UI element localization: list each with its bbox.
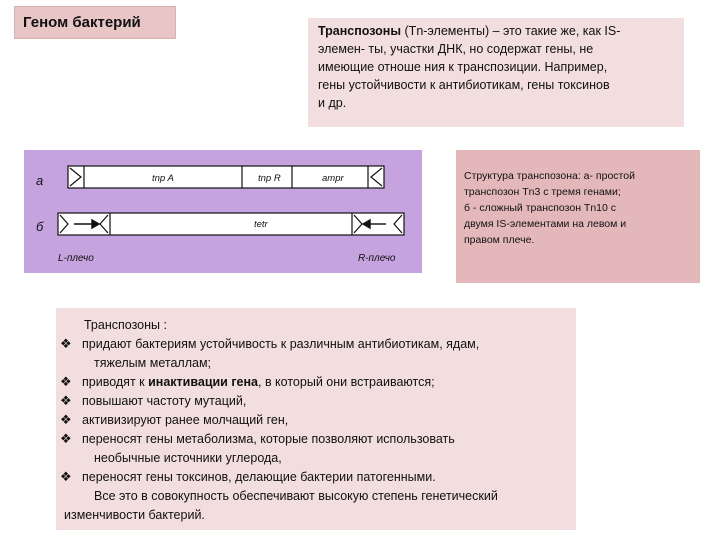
- property-5-line-2: необычные источники углерода,: [94, 451, 282, 465]
- definition-line-3: имеющие отноше ния к транспозиции. Например,: [318, 60, 608, 74]
- structure-line-3: б - сложный транспозон Tn10 с: [464, 202, 617, 214]
- row-a-label: а: [36, 173, 44, 188]
- bullet-icon: ❖: [60, 469, 72, 484]
- property-2-pre: приводят к: [82, 375, 149, 389]
- definition-line-5: и др.: [318, 96, 347, 110]
- properties-box: [56, 308, 576, 530]
- property-2-bold: инактивации гена: [148, 375, 258, 389]
- bullet-icon: ❖: [60, 336, 72, 351]
- properties-heading: Транспозоны :: [84, 318, 167, 332]
- bullet-icon: ❖: [60, 412, 72, 427]
- definition-text-1: (Tn-элементы) – это такие же, как IS-: [401, 24, 621, 38]
- definition-line-2: элемен- ты, участки ДНК, но содержат гены, не: [318, 42, 594, 56]
- gene-tet-label: tetr: [254, 219, 268, 230]
- property-2: [82, 373, 435, 392]
- property-3: повышают частоту мутаций,: [82, 394, 247, 408]
- left-arm-label: L-плечо: [58, 253, 94, 264]
- summary-line-1: Все это в совокупность обеспечивают высокую степень генетический: [94, 489, 498, 503]
- row-b-label: б: [36, 219, 44, 234]
- transposon-figure: [24, 150, 422, 273]
- summary-line-2: изменчивости бактерий.: [64, 508, 205, 522]
- definition-line-4: гены устойчивости к антибиотикам, гены токсинов: [318, 78, 610, 92]
- bullet-icon: ❖: [60, 431, 72, 446]
- property-4: активизируют ранее молчащий ген,: [82, 413, 289, 427]
- transposon-diagram: [24, 150, 422, 273]
- gene-tnpa-label: tnp A: [152, 173, 174, 184]
- property-6: переносят гены токсинов, делающие бактерии патогенными.: [82, 470, 436, 484]
- definition-box: [308, 18, 684, 127]
- definition-term: Транспозоны: [318, 24, 402, 38]
- property-1-line-1: придают бактериям устойчивость к различным антибиотикам, ядам,: [82, 337, 480, 351]
- structure-line-4: двумя IS-элементами на левом и: [464, 218, 627, 230]
- right-arm-label: R-плечо: [358, 253, 396, 264]
- gene-tnpr-label: tnp R: [258, 173, 281, 184]
- bullet-icon: ❖: [60, 374, 72, 389]
- definition-line-1: [318, 22, 674, 40]
- structure-line-1: Структура транспозона: а- простой: [464, 170, 635, 182]
- property-5-line-1: переносят гены метаболизма, которые позволяют использовать: [82, 432, 455, 446]
- property-1-line-2: тяжелым металлам;: [94, 356, 212, 370]
- gene-amp-label: ampr: [322, 173, 344, 184]
- property-2-post: , в который они встраиваются;: [258, 375, 435, 389]
- structure-line-2: транспозон Tn3 с тремя генами;: [464, 186, 621, 198]
- page-title: Геном бактерий: [14, 6, 176, 39]
- bullet-icon: ❖: [60, 393, 72, 408]
- structure-line-5: правом плече.: [464, 234, 535, 246]
- structure-caption-box: [456, 150, 700, 283]
